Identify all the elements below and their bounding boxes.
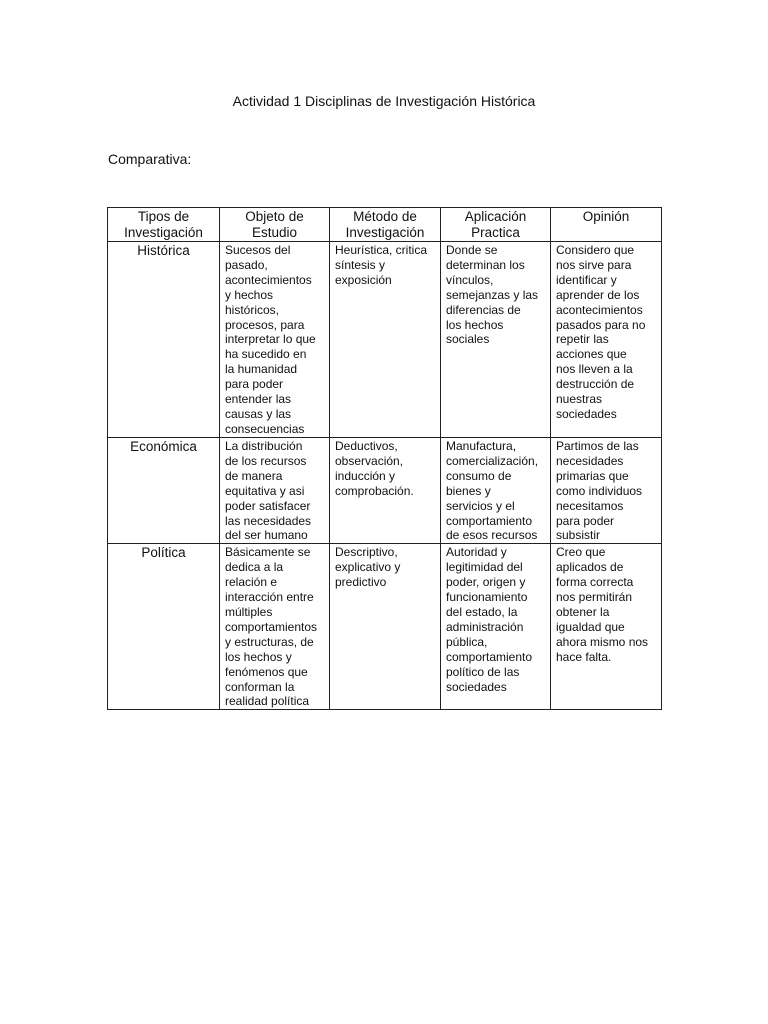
table-header-row [108,208,662,242]
section-label: Comparativa: [108,151,192,167]
header-objeto: Objeto de Estudio [220,208,330,242]
table-row [108,242,662,438]
header-aplicacion: Aplicación Practica [441,208,551,242]
header-metodo: Método de Investigación [330,208,441,242]
cell-objeto: Básicamente se dedica a la relación e interacción entre múltiples comportamientos y estructuras, de los hechos y fenómenos que conforman la realidad política [220,544,330,710]
cell-aplicacion: Manufactura, comercialización, consumo de bienes y servicios y el comportamiento de esos recursos [441,438,551,544]
cell-metodo: Descriptivo, explicativo y predictivo [330,544,441,710]
cell-objeto: La distribución de los recursos de manera equitativa y asi poder satisfacer las necesidades del ser humano [220,438,330,544]
cell-aplicacion: Donde se determinan los vínculos, semejanzas y las diferencias de los hechos sociales [441,242,551,438]
cell-opinion: Considero que nos sirve para identificar y aprender de los acontecimientos pasados para no repetir las acciones que nos lleven a la destrucción de nuestras sociedades [551,242,662,438]
row-type-label: Política [108,544,220,710]
row-type-label: Económica [108,438,220,544]
table-row [108,544,662,710]
cell-opinion: Creo que aplicados de forma correcta nos permitirán obtener la igualdad que ahora mismo nos hace falta. [551,544,662,710]
header-opinion: Opinión [551,208,662,242]
cell-metodo: Deductivos, observación, inducción y comprobación. [330,438,441,544]
header-tipos: Tipos de Investigación [108,208,220,242]
document-title: Actividad 1 Disciplinas de Investigación Histórica [232,93,536,109]
cell-aplicacion: Autoridad y legitimidad del poder, origen y funcionamiento del estado, la administración pública, comportamiento político de las sociedades [441,544,551,710]
cell-opinion: Partimos de las necesidades primarias que como individuos necesitamos para poder subsistir [551,438,662,544]
row-type-label: Histórica [108,242,220,438]
cell-metodo: Heurística, critica síntesis y exposición [330,242,441,438]
cell-objeto: Sucesos del pasado, acontecimientos y hechos históricos, procesos, para interpretar lo que ha sucedido en la humanidad para poder entender las causas y las consecuencias [220,242,330,438]
comparison-table [107,207,662,710]
table-row [108,438,662,544]
